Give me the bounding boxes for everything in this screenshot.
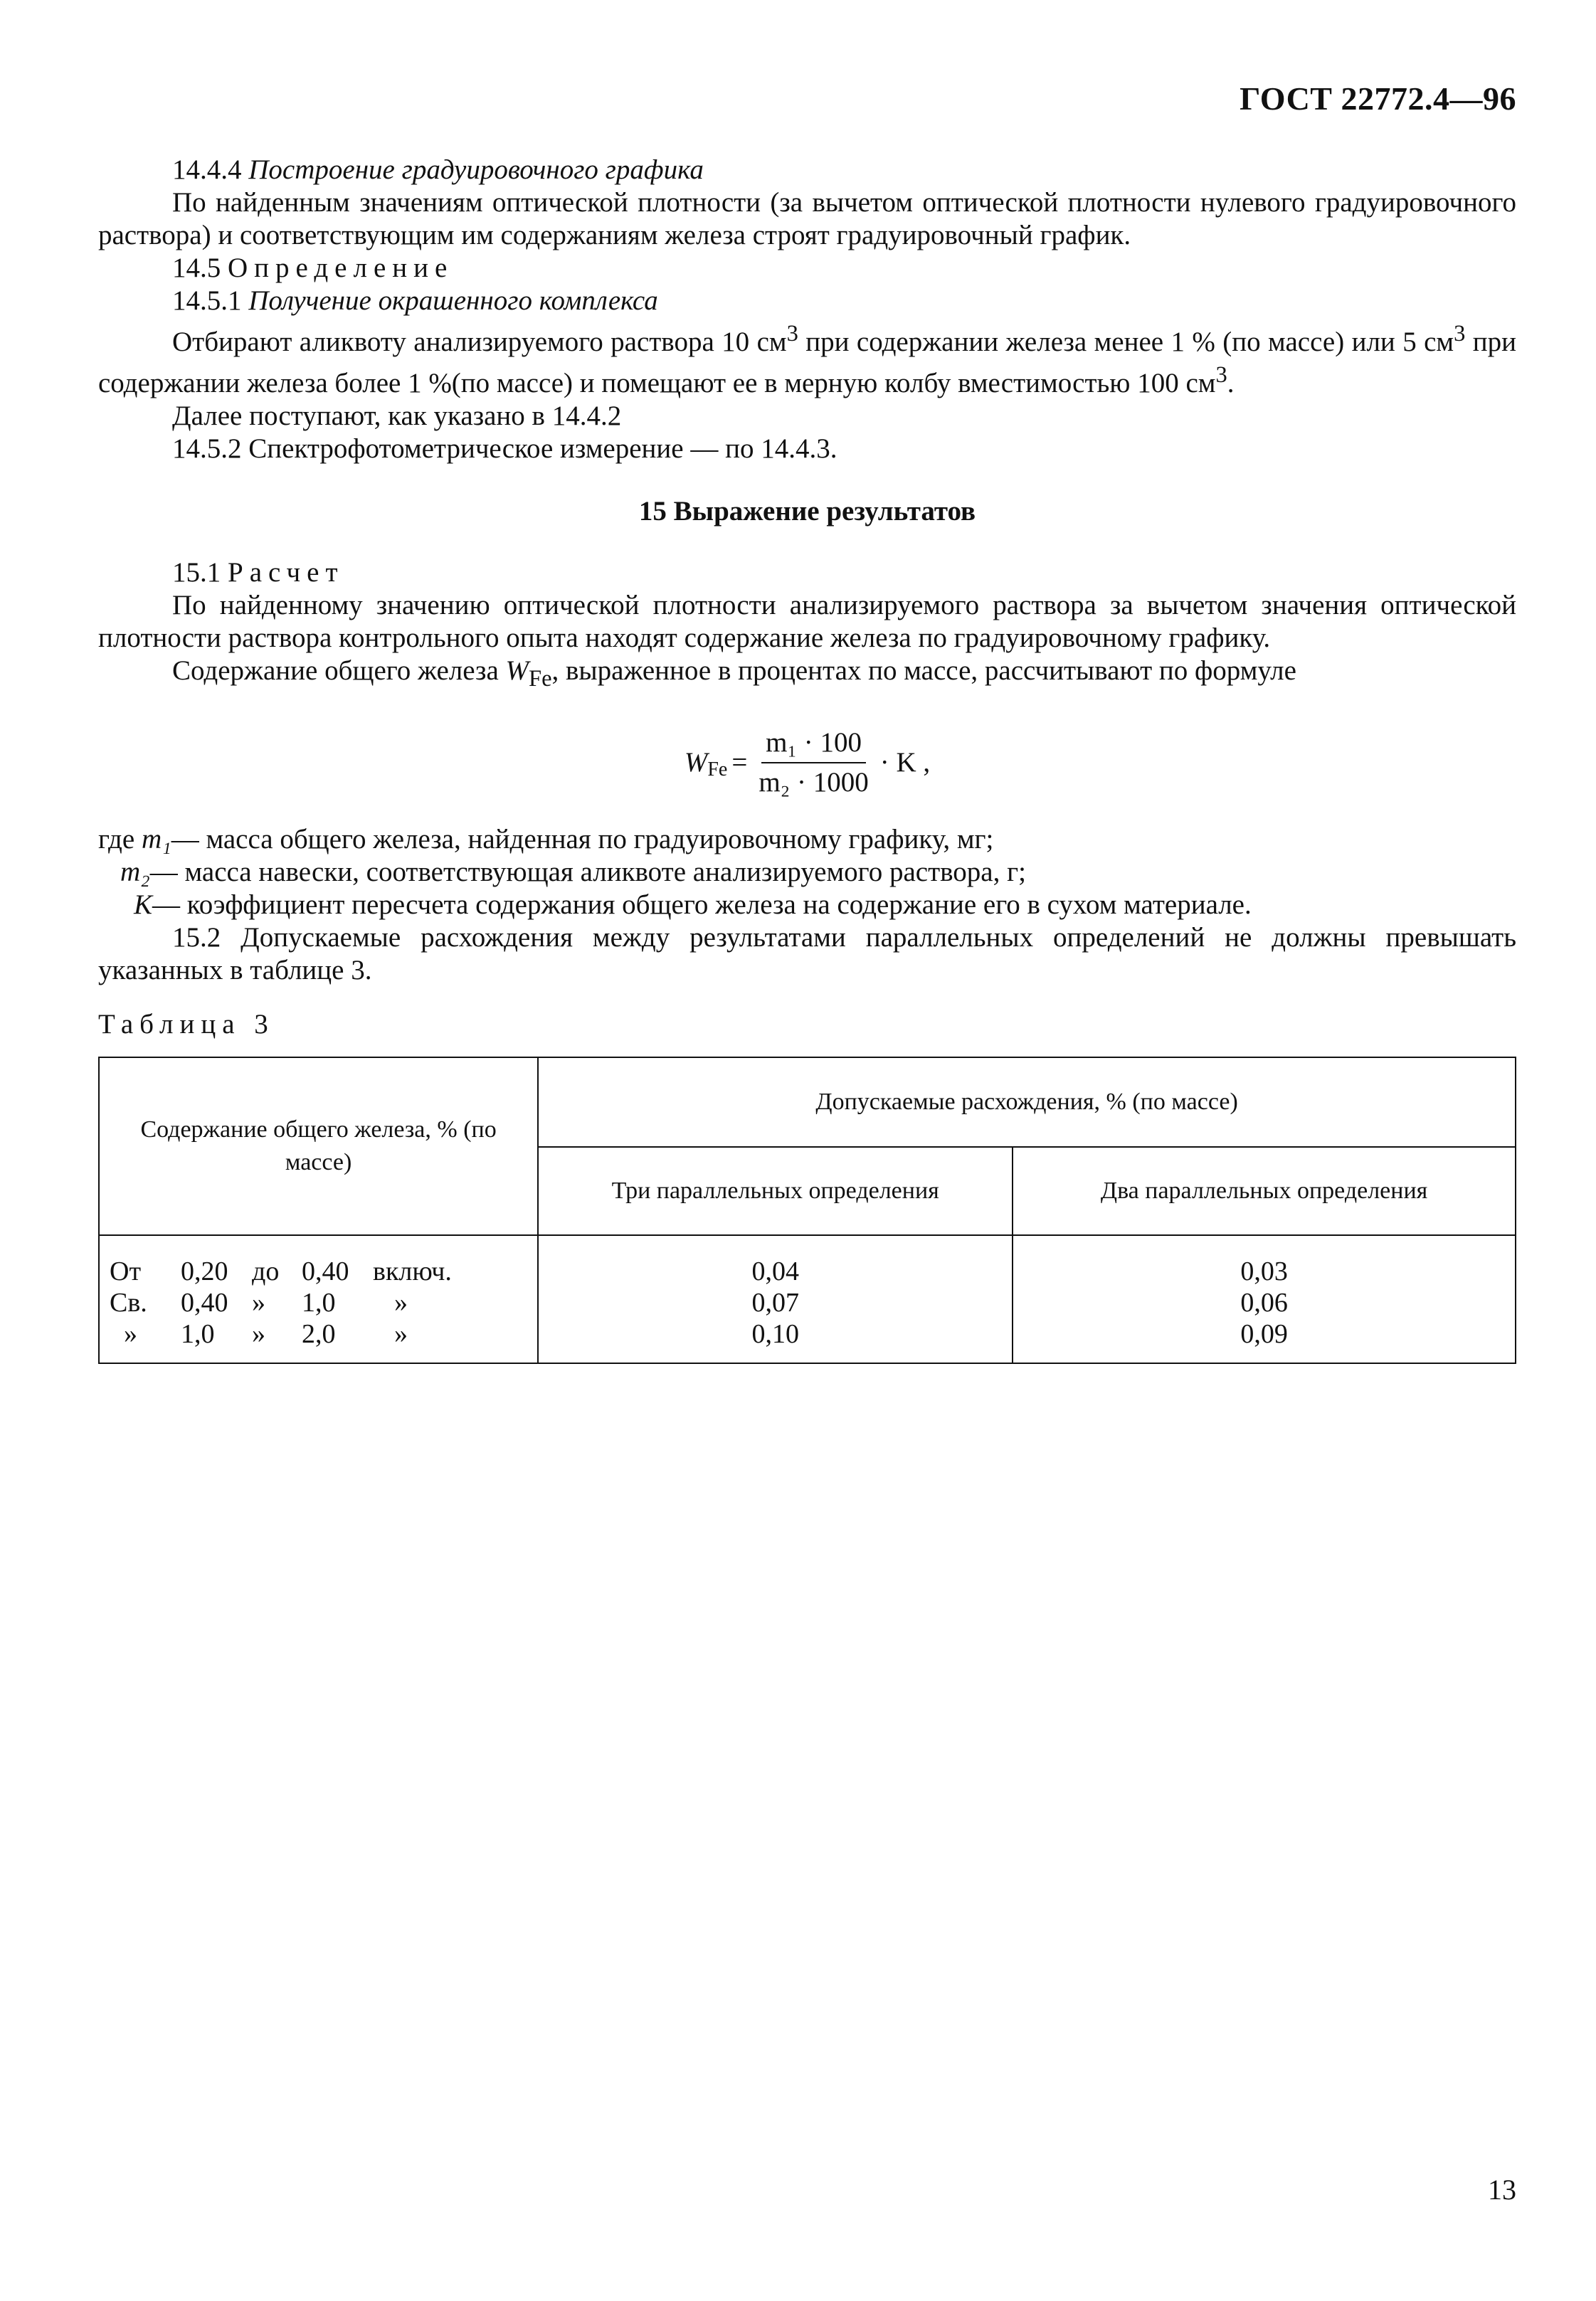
superscript: 3 [786, 321, 798, 347]
where-text: — масса общего железа, найденная по градуировочному графику, мг; [171, 823, 994, 855]
standard-number: ГОСТ 22772.4—96 [1240, 80, 1516, 117]
range-part: » [252, 1287, 265, 1318]
heading-number: 14.4.4 [172, 154, 242, 185]
where-row-k [98, 889, 1516, 921]
value: 0,04 [751, 1256, 799, 1286]
range-part: до [252, 1256, 280, 1286]
value: 0,10 [751, 1318, 799, 1349]
where-variable: m₁ [141, 823, 171, 855]
heading-14-5-1 [98, 285, 1516, 317]
where-row-m2 [98, 856, 1516, 889]
heading-number: 15.1 [172, 557, 221, 588]
heading-title: Получение окрашенного комплекса [248, 285, 658, 316]
range-part: » [394, 1287, 408, 1318]
cell-content-ranges [99, 1235, 538, 1363]
formula-numerator: m₁ · 100 [761, 726, 866, 763]
cell-three-values [538, 1235, 1013, 1363]
text-part: . [1227, 368, 1235, 398]
table-data-row [99, 1235, 1516, 1363]
page-number: 13 [1488, 2174, 1516, 2206]
formula-denominator: m₂ · 1000 [759, 766, 869, 798]
range-part: 0,40 [181, 1287, 228, 1318]
value: 0,07 [751, 1287, 799, 1318]
subscript: Fe [529, 665, 552, 692]
text-part: при содержании железа менее 1 % (по массе) или 5 см [798, 327, 1454, 357]
header-two-determinations: Два параллельных определения [1013, 1147, 1516, 1235]
section-15-title: 15 Выражение результатов [638, 496, 976, 527]
where-variable: K [134, 889, 153, 920]
range-part: » [124, 1318, 137, 1349]
value: 0,03 [1240, 1256, 1288, 1286]
formula-lhs-subscript: Fe [707, 758, 728, 781]
paragraph-15-1-formula-intro [98, 655, 1516, 695]
value: 0,06 [1240, 1287, 1288, 1318]
header-content: Содержание общего железа, % (по массе) [99, 1057, 538, 1235]
formula-fraction [754, 726, 872, 799]
paragraph-14-5-1-next: Далее поступают, как указано в 14.4.2 [172, 401, 622, 431]
formula-lhs: W [684, 746, 708, 778]
where-text: — масса навески, соответствующая аликвоте анализируемого раствора, г; [149, 856, 1026, 887]
text-part: Отбирают аликвоту анализируемого раствора 10 см [172, 327, 787, 357]
range-part: Св. [110, 1287, 147, 1318]
where-prefix: где [98, 823, 142, 855]
formula [98, 726, 1516, 799]
paragraph-15-2: 15.2 Допускаемые расхождения между результатами параллельных определений не должны превышать указанных в таблице 3. [98, 921, 1516, 985]
range-part: От [110, 1256, 142, 1286]
text-part: Содержание общего железа [172, 655, 506, 686]
range-part: 0,20 [181, 1256, 228, 1286]
text-part: при содержании железа более 1 %(по массе) и помещают ее в мерную колбу вместимостью 100 см [98, 327, 1516, 398]
header-tolerance: Допускаемые расхождения, % (по массе) [538, 1057, 1516, 1147]
heading-14-5 [98, 252, 1516, 285]
where-text: — коэффициент пересчета содержания общего железа на содержание его в сухом материале. [152, 889, 1252, 920]
paragraph-14-4-4: По найденным значениям оптической плотности (за вычетом оптической плотности нулевого градуировочного раствора) и соответствующим им содержаниям железа строят градуировочный график. [98, 187, 1516, 250]
heading-number: 14.5.1 [172, 285, 242, 316]
paragraph-15-1: По найденному значению оптической плотности анализируемого раствора за вычетом значения оптической плотности раствора контрольного опыта находят содержание железа по градуировочному графику. [98, 590, 1516, 653]
range-part: 0,40 [302, 1256, 349, 1286]
text-part: , выраженное в процентах по массе, рассчитывают по формуле [551, 655, 1296, 686]
tolerance-table [98, 1057, 1516, 1364]
table-label: Таблица 3 [98, 1008, 275, 1040]
heading-14-4-4 [98, 154, 1516, 186]
heading-title: Расчет [228, 557, 344, 588]
paragraph-14-5-2: 14.5.2 Спектрофотометрическое измерение — по 14.4.3. [172, 433, 837, 464]
superscript: 3 [1454, 321, 1466, 347]
where-row-m1 [98, 823, 1516, 856]
where-variable: m₂ [120, 856, 150, 887]
superscript: 3 [1215, 362, 1227, 388]
page-content [98, 154, 1516, 1364]
cell-two-values [1013, 1235, 1516, 1363]
range-part: » [252, 1318, 265, 1349]
formula-tail: · K , [879, 746, 931, 778]
paragraph-14-5-1 [98, 317, 1516, 400]
header-three-determinations: Три параллельных определения [538, 1147, 1013, 1235]
range-part: 1,0 [181, 1318, 215, 1349]
heading-number: 14.5 [172, 253, 221, 283]
range-part: » [394, 1318, 408, 1349]
range-part: 2,0 [302, 1318, 336, 1349]
range-part: включ. [373, 1256, 452, 1286]
range-part: 1,0 [302, 1287, 336, 1318]
range-row [110, 1256, 527, 1287]
value: 0,09 [1240, 1318, 1288, 1349]
heading-title: Определение [228, 253, 454, 283]
formula-equals: = [731, 746, 748, 778]
heading-title: Построение градуировочного графика [248, 154, 704, 185]
range-row [110, 1287, 527, 1318]
variable: W [505, 655, 529, 686]
heading-15-1 [98, 556, 1516, 589]
range-row [110, 1318, 527, 1350]
